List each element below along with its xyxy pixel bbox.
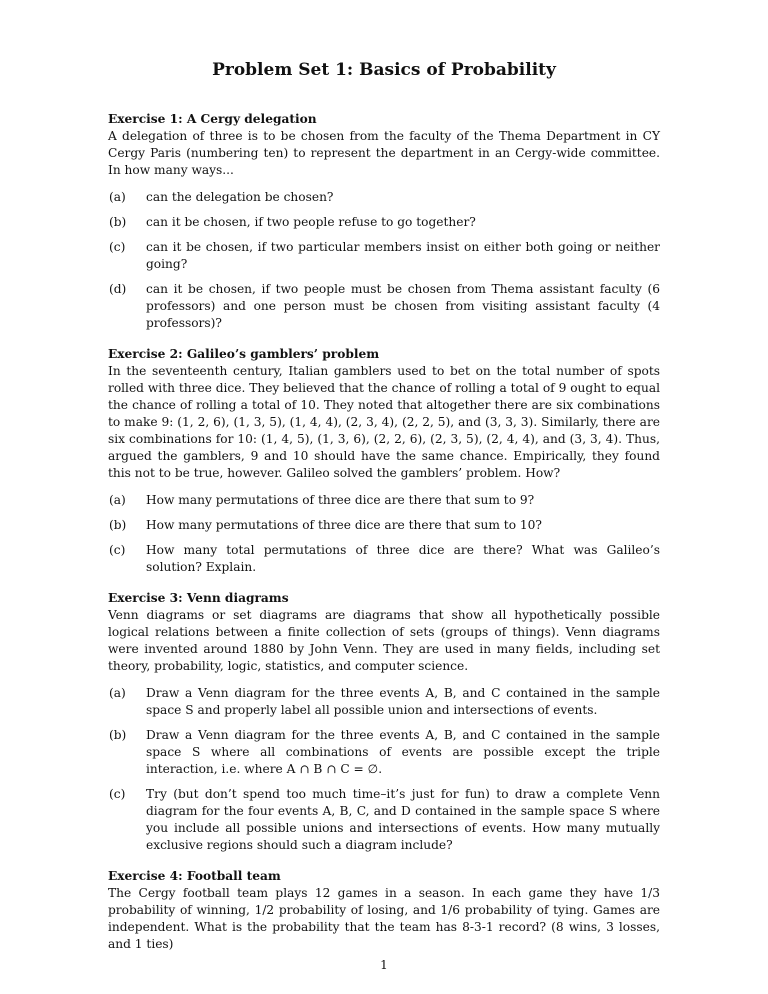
question-list	[108, 492, 660, 576]
question-item	[108, 189, 660, 206]
document-content	[108, 60, 660, 967]
exercise-title: Exercise 3: Venn diagrams	[108, 591, 289, 606]
question-label: (b)	[109, 215, 127, 230]
exercise-3	[108, 590, 660, 854]
question-item	[108, 685, 660, 719]
question-text: can the delegation be chosen?	[146, 190, 334, 205]
question-text: Draw a Venn diagram for the three events A, B, and C contained in the sample space S where all combinations of events are possible except the triple interaction, i.e. where A ∩ B ∩ C = ∅.	[146, 728, 660, 777]
exercise-2	[108, 346, 660, 576]
exercise-body: Venn diagrams or set diagrams are diagrams that show all hypothetically possible logical relations between a finite collection of sets (groups of things). Venn diagrams were invented around 1880 by John Venn. They are used in many fields, including set theory, probability, logic, statistics, and computer science.	[108, 608, 660, 674]
question-label: (a)	[109, 190, 126, 205]
question-item	[108, 542, 660, 576]
page-title: Problem Set 1: Basics of Probability	[212, 60, 556, 80]
question-label: (c)	[109, 543, 126, 558]
page-number: 1	[380, 958, 388, 972]
question-text: How many total permutations of three dice are there? What was Galileo’s solution? Explain.	[146, 543, 660, 575]
exercise-title: Exercise 1: A Cergy delegation	[108, 112, 317, 127]
question-label: (b)	[109, 518, 127, 533]
question-label: (d)	[109, 282, 127, 297]
question-label: (c)	[109, 240, 126, 255]
exercise-1	[108, 111, 660, 332]
question-text: Draw a Venn diagram for the three events A, B, and C contained in the sample space S and properly label all possible union and intersections of events.	[146, 686, 660, 718]
exercise-body: A delegation of three is to be chosen from the faculty of the Thema Department in CY Cergy Paris (numbering ten) to represent the department in an Cergy-wide committee. In how many ways...	[108, 129, 660, 178]
question-text: How many permutations of three dice are there that sum to 9?	[146, 493, 535, 508]
exercise-4	[108, 868, 660, 953]
question-label: (a)	[109, 686, 126, 701]
question-label: (a)	[109, 493, 126, 508]
exercise-title: Exercise 2: Galileo’s gamblers’ problem	[108, 347, 380, 362]
question-item	[108, 214, 660, 231]
question-text: can it be chosen, if two people refuse to go together?	[146, 215, 476, 230]
question-item	[108, 281, 660, 332]
exercise-title: Exercise 4: Football team	[108, 869, 281, 884]
question-item	[108, 239, 660, 273]
question-item	[108, 786, 660, 854]
question-text: can it be chosen, if two people must be chosen from Thema assistant faculty (6 professors) and one person must be chosen from visiting assistant faculty (4 professors)?	[146, 282, 660, 331]
question-list	[108, 189, 660, 332]
exercise-body: The Cergy football team plays 12 games in a season. In each game they have 1/3 probability of winning, 1/2 probability of losing, and 1/6 probability of tying. Games are independent. What is the probability that the team has 8-3-1 record? (8 wins, 3 losses, and 1 ties)	[108, 886, 660, 952]
exercise-list	[108, 111, 660, 953]
question-list	[108, 685, 660, 854]
question-text: Try (but don’t spend too much time–it’s just for fun) to draw a complete Venn diagram for the four events A, B, C, and D contained in the sample space S where you include all possible unions and intersections of events. How many mutually exclusive regions should such a diagram include?	[146, 787, 660, 853]
question-label: (c)	[109, 787, 126, 802]
question-text: How many permutations of three dice are there that sum to 10?	[146, 518, 542, 533]
question-item	[108, 517, 660, 534]
question-text: can it be chosen, if two particular members insist on either both going or neither going?	[146, 240, 660, 272]
question-label: (b)	[109, 728, 127, 743]
question-item	[108, 727, 660, 778]
exercise-body: In the seventeenth century, Italian gamblers used to bet on the total number of spots rolled with three dice. They believed that the chance of rolling a total of 9 ought to equal the chance of rolling a total of 10. They noted that altogether there are six combinations to make 9: (1, 2, 6), (1, 3, 5), (1, 4, 4), (2, 3, 4), (2, 2, 5), and (3, 3, 3). Similarly, there are six combinations for 10: (1, 4, 5), (1, 3, 6), (2, 2, 6), (2, 3, 5), (2, 4, 4), and (3, 3, 4). Thus, argued the gamblers, 9 and 10 should have the same chance. Empirically, they found this not to be true, however. Galileo solved the gamblers’ problem. How?	[108, 364, 660, 481]
question-item	[108, 492, 660, 509]
